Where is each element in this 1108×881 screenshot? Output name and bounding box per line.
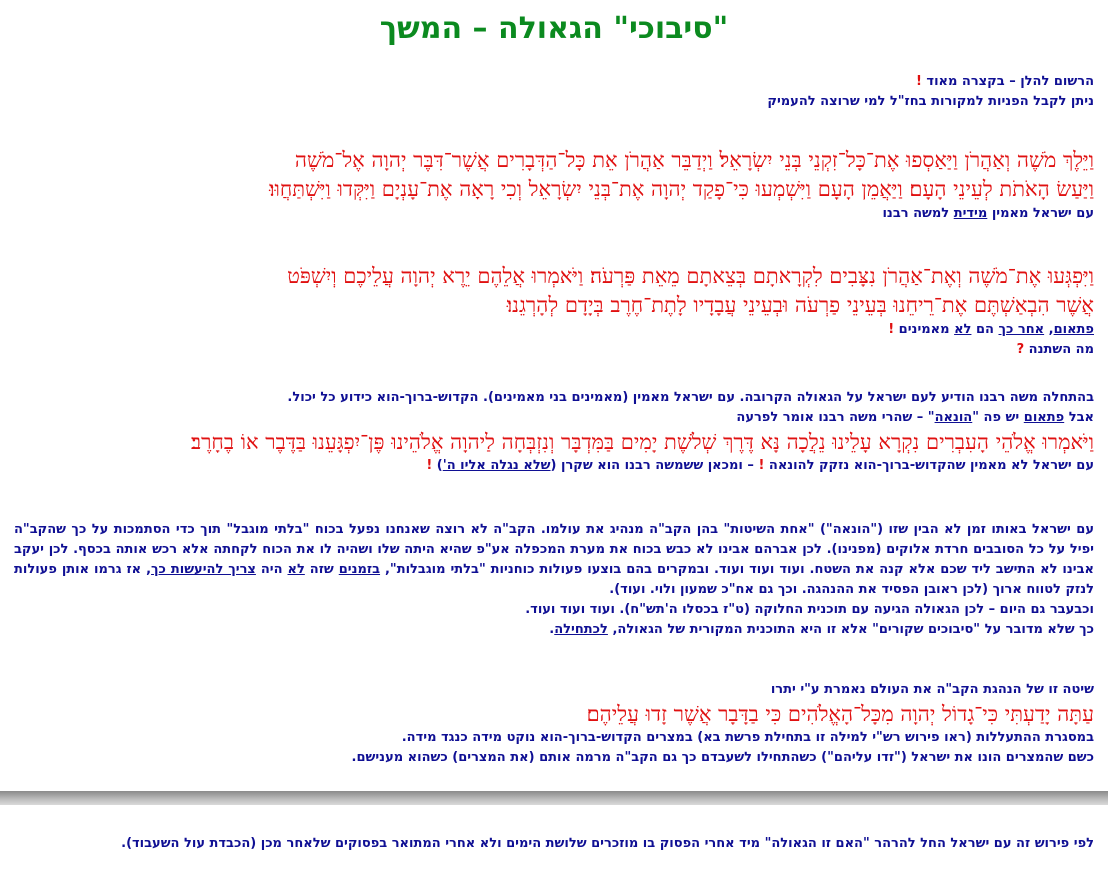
section-yitro — [14, 680, 1094, 768]
commentary-line — [14, 456, 1094, 476]
conclusion-paragraph: לפי פירוש זה עם ישראל החל להרהר "האם זו הגאולה" מיד אחרי הפסוק בו מוזכרים שלושת הימים ולא אחרי המתואר בפסוקים שלאחר מכן (הכבדת עול השעבוד). — [121, 836, 1094, 851]
question-line — [14, 340, 1094, 360]
text: למשה רבנו — [882, 206, 954, 221]
text: מאמינים — [894, 322, 955, 337]
verse-line: עַתָּה יָדַעְתִּי כִּי־גָדוֹל יְהוָה מִכָּל־הָאֱלֹהִים כִּי בַדָּבָר אֲשֶׁר זָדוּ עֲלֵיהֶם׃ — [586, 702, 1094, 726]
text: היה — [255, 562, 288, 577]
section-explanation — [14, 520, 1094, 640]
commentary-line: בהתחלה משה רבנו הודיע לעם ישראל על הגאולה הקרובה. עם ישראל מאמין (מאמינים בני מאמינים). הקדוש-ברוך-הוא כידוע כל יכול. — [287, 390, 1094, 405]
underlined-text: לא — [954, 322, 972, 337]
commentary-line: במסגרת ההתעללות (ראו פירוש רש"י למילה זו בתחילת פרשת בא) במצרים הקדוש-ברוך-הוא נוקט מידה כנגד מידה. — [401, 730, 1094, 745]
commentary-line — [14, 620, 1094, 640]
text: אבל — [1064, 410, 1094, 425]
exclamation-mark: ! — [426, 458, 433, 473]
commentary-line — [14, 204, 1094, 224]
commentary-line: וכבעבר גם היום – לכן הגאולה הגיעה עם תוכנית החלוקה (ט"ז בכסלו ה'תש"ח). ועוד ועוד ועוד. — [525, 602, 1094, 617]
verse-line: וַיֵּלֶךְ מֹשֶׁה וְאַהֲרֹן וַיַּאַסְפוּ אֶת־כָּל־זִקְנֵי בְּנֵי יִשְׂרָאֵל׃ וַיְדַבֵּר אַהֲרֹן אֵת כָּל־הַדְּבָרִים אֲשֶׁר־דִּבֶּר יְהוָה אֶל־מֹשֶׁה — [294, 148, 1094, 172]
section-deception — [14, 388, 1094, 476]
verse-line: וַיַּעַשׂ הָאֹתֹת לְעֵינֵי הָעָם׃ וַיַּאֲמֵן הָעָם וַיִּשְׁמְעוּ כִּי־פָקַד יְהוָה אֶת־בְּנֵי יִשְׂרָאֵל וְכִי רָאָה אֶת־עָנְיָם וַיִּקְּדוּ וַיִּשְׁתַּחֲוּוּ׃ — [269, 177, 1094, 201]
verse-line: וַיִּפְגְּעוּ אֶת־מֹשֶׁה וְאֶת־אַהֲרֹן נִצָּבִים לִקְרָאתָם בְּצֵאתָם מֵאֵת פַּרְעֹה׃ וַיֹּאמְרוּ אֲלֵהֶם יֵרֶא יְהוָה עֲלֵיכֶם וְיִשְׁפֹּט — [287, 264, 1094, 288]
page-title: "סיבוכי" הגאולה – המשך — [379, 11, 729, 46]
underlined-text: צריך להיעשות כך — [151, 562, 256, 577]
explanation-paragraph — [14, 520, 1094, 600]
underlined-text: פתאום — [1053, 322, 1094, 337]
verse-line: וַיֹּאמְרוּ אֱלֹהֵי הָעִבְרִים נִקְרָא עָלֵינוּ נֵלֲכָה נָּא דֶּרֶךְ שְׁלֹשֶׁת יָמִים בַּמִּדְבָּר וְנִזְבְּחָה לַיהוָה אֱלֹהֵינוּ פֶּן־יִפְגָּעֵנוּ בַּדֶּבֶר אוֹ בֶחָרֶב׃ — [190, 430, 1094, 454]
text: מה השתנה — [1024, 342, 1094, 357]
exclamation-mark: ! — [915, 74, 922, 89]
commentary-line — [14, 408, 1094, 428]
underlined-text: שלא נגלה אליו ה' — [442, 458, 551, 473]
text: יש פה " — [972, 410, 1024, 425]
text: עם ישראל מאמין — [987, 206, 1094, 221]
section-complaint — [14, 262, 1094, 360]
intro-section — [14, 72, 1094, 112]
intro-text: הרשום להלן – בקצרה מאוד — [926, 74, 1094, 89]
text: , — [1044, 322, 1054, 337]
section-belief — [14, 146, 1094, 224]
text: הם — [971, 322, 999, 337]
underlined-text: הונאה — [934, 410, 973, 425]
commentary-line — [14, 320, 1094, 340]
section-conclusion — [14, 834, 1094, 854]
exclamation-mark: ! — [758, 458, 765, 473]
horizontal-divider — [0, 791, 1108, 805]
underlined-text: אחר כך — [998, 322, 1045, 337]
underlined-text: לא — [287, 562, 305, 577]
intro-line-2: ניתן לקבל הפניות למקורות בחז"ל למי שרוצה להעמיק — [767, 94, 1094, 109]
underlined-text: בזמנים — [338, 562, 381, 577]
text: . — [549, 622, 555, 637]
verse-line: אֲשֶׁר הִבְאַשְׁתֶּם אֶת־רֵיחֵנוּ בְּעֵינֵי פַרְעֹה וּבְעֵינֵי עֲבָדָיו לָתֶת־חֶרֶב בְּיָדָם לְהָרְגֵנוּ׃ — [506, 293, 1094, 317]
text: שזה — [304, 562, 339, 577]
commentary-line: שיטה זו של הנהגת הקב"ה את העולם נאמרת ע"י יתרו — [770, 682, 1094, 697]
text: " – שהרי משה רבנו אומר לפרעה — [736, 410, 935, 425]
text: , אז גרמו אותן פעולות לנזק לטווח ארוך (לכן ראובן הפסיד את ההנהגה. וכך גם אח"כ שמעון ולוי. ועוד). — [14, 562, 1094, 597]
text: עם ישראל לא מאמין שהקדוש-ברוך-הוא נזקק להונאה — [764, 458, 1094, 473]
underlined-text: פתאום — [1023, 410, 1065, 425]
underlined-text: לכתחילה — [554, 622, 608, 637]
intro-line-1 — [14, 72, 1094, 92]
question-mark: ? — [1016, 342, 1025, 357]
text: ) — [432, 458, 443, 473]
commentary-line: כשם שהמצרים הונו את ישראל ("זדו עליהם") כשהתחילו לשעבדם כך גם הקב"ה מרמה אותם (את המצרים) כשהוא מענישם. — [351, 750, 1094, 765]
text: – ומכאן ששמשה רבנו הוא שקרן ( — [550, 458, 759, 473]
underlined-text: מידית — [953, 206, 988, 221]
text: כך שלא מדובר על "סיבוכים שקורים" אלא זו היא התוכנית המקורית של הגאולה, — [607, 622, 1094, 637]
text: עם ישראל באותו זמן לא הבין שזו ("הונאה") "אחת השיטות" בהן הקב"ה מנהיג את עולמו. הקב"ה לא רוצה שאנחנו נפעל בכוח "בלתי מוגבל" תוך כדי הסתמכות על כך שהקב"ה יפיל על כל הסובבים חרדת אלוקים (מפנינו). לכן אברהם אבינו לא כבש בכוח את מערת המכפלה אע"פ שהיא היתה שלו ושהיה לו את הכוח לקחתה אלא רכש אותה בכסף. לכן יעקב אבינו לא התישב ליד שכם אלא קנה את השטח. ועוד ועוד ועוד. ובמקרים בהם בוצעו פעולות כוחניות "בלתי מוגבלות", — [14, 522, 1094, 577]
exclamation-mark: ! — [888, 322, 895, 337]
